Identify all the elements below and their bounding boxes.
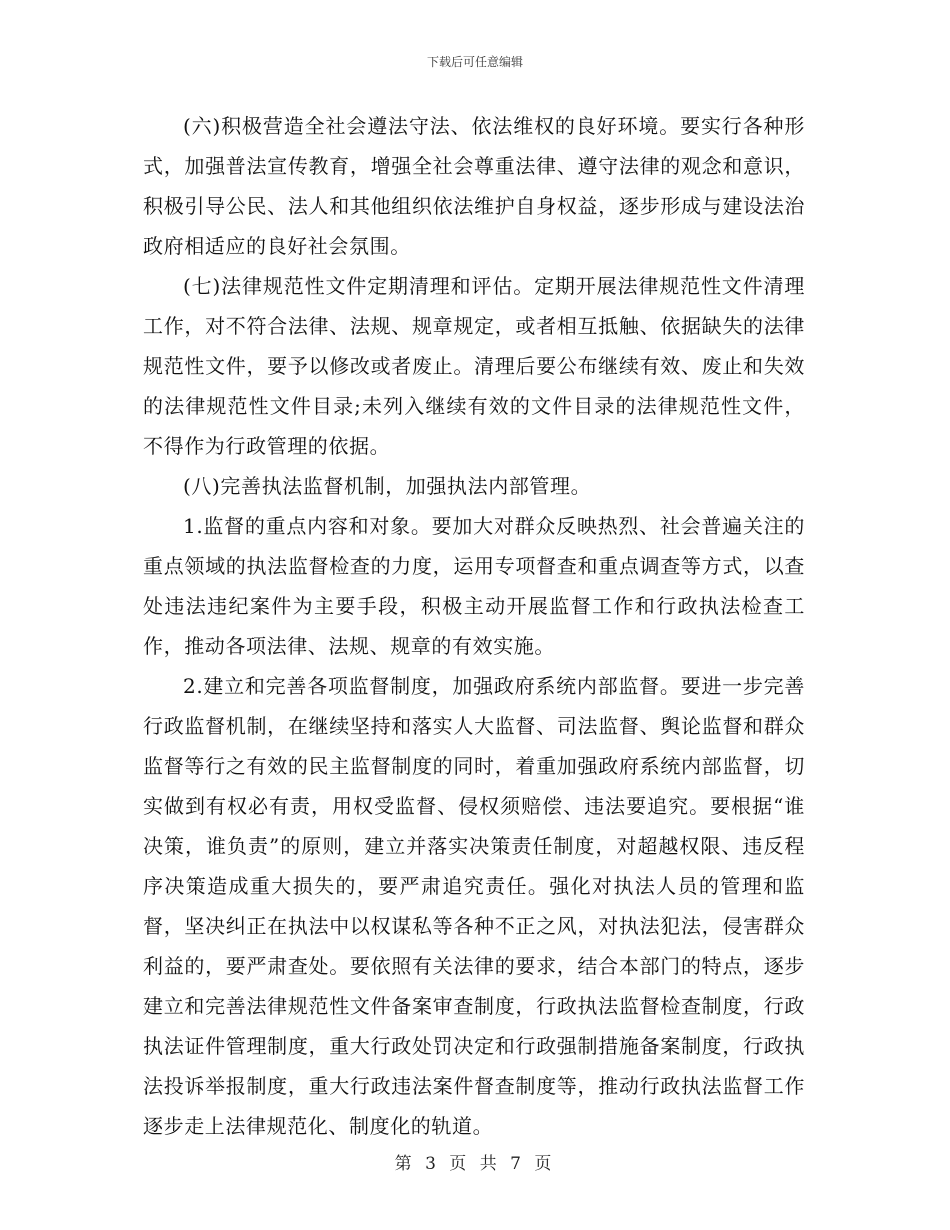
page-header: 下载后可任意编辑	[426, 55, 523, 69]
document-body	[143, 106, 805, 1146]
paragraph-7: (七)法律规范性文件定期清理和评估。定期开展法律规范性文件清理工作，对不符合法律、法规、规章规定，或者相互抵触、依据缺失的法律规范性文件，要予以修改或者废止。清理后要公布继续有效、废止和失效的法律规范性文件目录;未列入继续有效的文件目录的法律规范性文件，不得作为行政管理的依据。	[143, 274, 805, 458]
page-number: 第 3 页 共 7 页	[394, 1154, 556, 1174]
paragraph-8-1: 1.监督的重点内容和对象。要加大对群众反映热烈、社会普遍关注的重点领域的执法监督检查的力度，运用专项督查和重点调查等方式，以查处违法违纪案件为主要手段，积极主动开展监督工作和行政执法检查工作，推动各项法律、法规、规章的有效实施。	[143, 514, 805, 658]
paragraph-6: (六)积极营造全社会遵法守法、依法维权的良好环境。要实行各种形式，加强普法宣传教育，增强全社会尊重法律、遵守法律的观念和意识，积极引导公民、法人和其他组织依法维护自身权益，逐步形成与建设法治政府相适应的良好社会氛围。	[143, 114, 805, 258]
paragraph-8-2: 2.建立和完善各项监督制度，加强政府系统内部监督。要进一步完善行政监督机制，在继续坚持和落实人大监督、司法监督、舆论监督和群众监督等行之有效的民主监督制度的同时，着重加强政府系统内部监督，切实做到有权必有责，用权受监督、侵权须赔偿、违法要追究。要根据“谁决策，谁负责”的原则，建立并落实决策责任制度，对超越权限、违反程序决策造成重大损失的，要严肃追究责任。强化对执法人员的管理和监督，坚决纠正在执法中以权谋私等各种不正之风，对执法犯法，侵害群众利益的，要严肃查处。要依照有关法律的要求，结合本部门的特点，逐步建立和完善法律规范性文件备案审查制度，行政执法监督检查制度，行政执法证件管理制度，重大行政处罚决定和行政强制措施备案制度，行政执法投诉举报制度，重大行政违法案件督查制度等，推动行政执法监督工作逐步走上法律规范化、制度化的轨道。	[143, 674, 805, 1138]
paragraph-8: (八)完善执法监督机制，加强执法内部管理。	[183, 474, 592, 498]
